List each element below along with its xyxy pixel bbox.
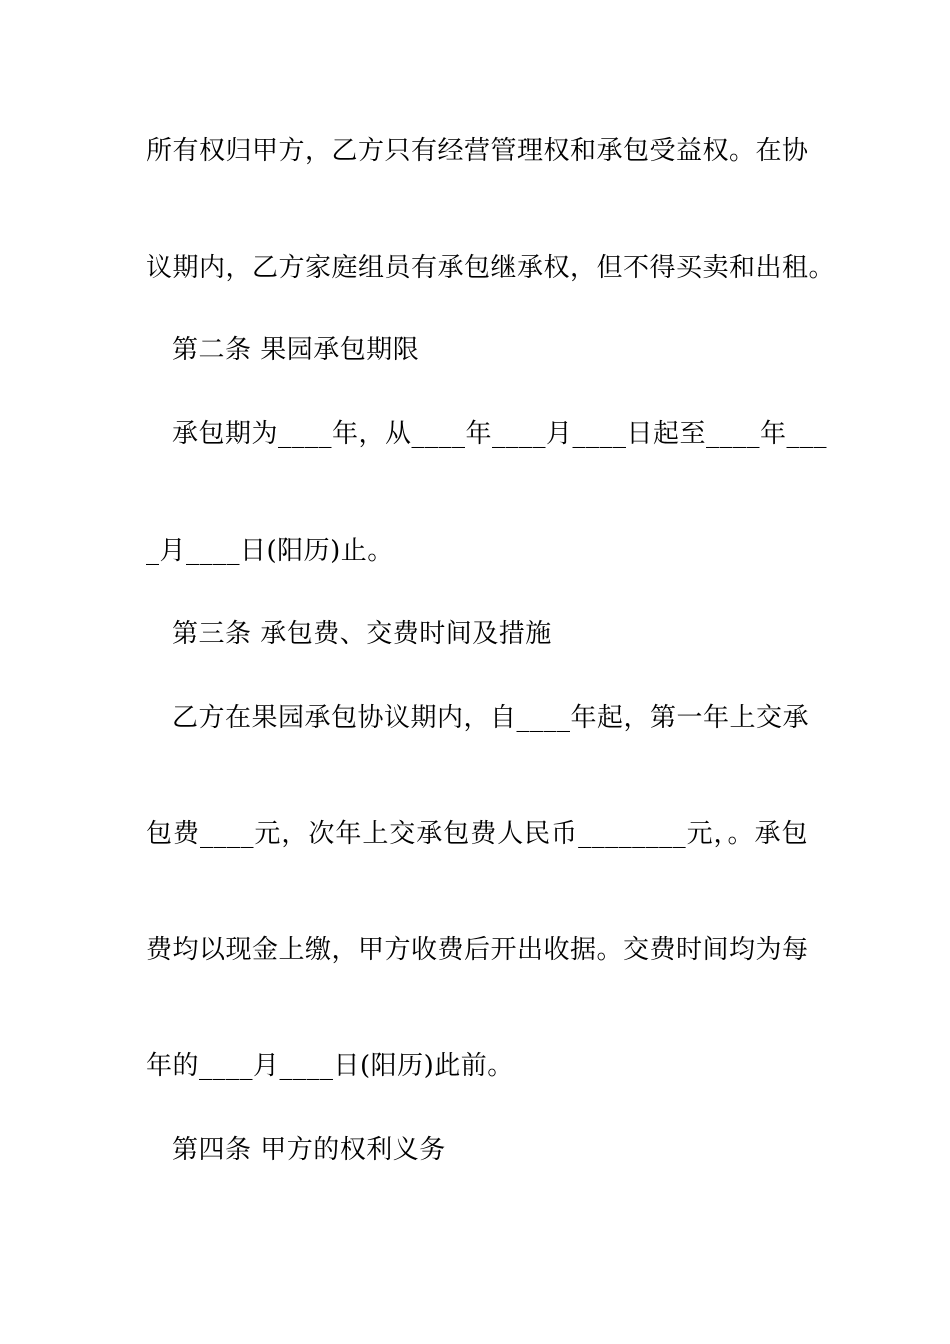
paragraph-line-4: _月____日(阳历)止。 (146, 536, 394, 566)
paragraph-line-6: 包费____元，次年上交承包费人民币________元，。承包 (146, 819, 808, 849)
section-heading-4: 第四条 甲方的权利义务 (172, 1135, 446, 1165)
paragraph-line-5: 乙方在果园承包协议期内，自____年起，第一年上交承 (172, 703, 810, 733)
paragraph-line-3: 承包期为____年，从____年____月____日起至____年___ (172, 419, 828, 449)
section-heading-3: 第三条 承包费、交费时间及措施 (172, 619, 552, 649)
paragraph-line-7: 费均以现金上缴，甲方收费后开出收据。交费时间均为每 (146, 935, 809, 965)
paragraph-line-1: 所有权归甲方，乙方只有经营管理权和承包受益权。在协 (146, 136, 809, 166)
paragraph-line-8: 年的____月____日(阳历)此前。 (146, 1051, 514, 1081)
paragraph-line-2: 议期内，乙方家庭组员有承包继承权，但不得买卖和出租。 (146, 253, 836, 283)
section-heading-2: 第二条 果园承包期限 (172, 335, 420, 365)
